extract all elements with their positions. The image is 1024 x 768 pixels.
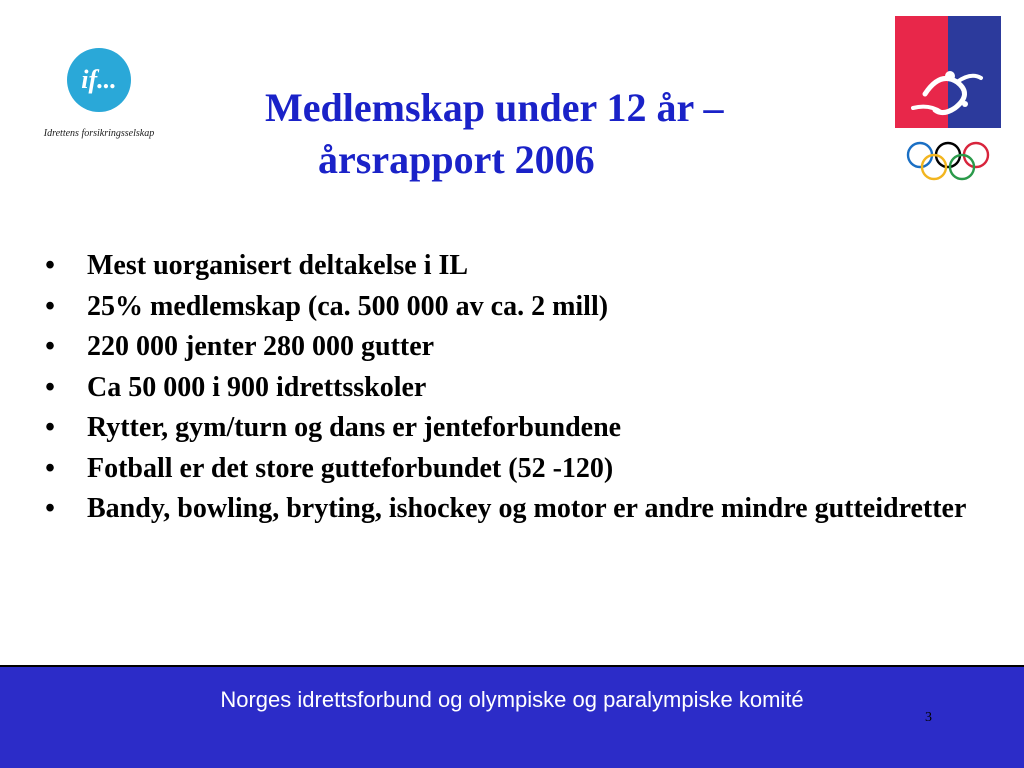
if-logo-tagline: Idrettens forsikringsselskap: [43, 128, 155, 139]
olympic-committee-logo: [895, 16, 1001, 182]
bullet-dot-icon: •: [45, 250, 55, 281]
bullet-dot-icon: •: [45, 331, 55, 362]
bullet-list: [40, 246, 990, 530]
logo-figure-ball: [962, 101, 968, 107]
list-item: • Bandy, bowling, bryting, ishockey og motor er andre mindre gutteidretter: [40, 489, 990, 530]
footer-bar: [0, 665, 1024, 768]
slide-title-line-1: Medlemskap under 12 år –: [265, 85, 724, 130]
bullet-dot-icon: •: [45, 493, 55, 524]
if-logo: [24, 48, 174, 148]
bullet-dot-icon: •: [45, 412, 55, 443]
logo-blue-panel: [948, 16, 1001, 128]
footer-text: Norges idrettsforbund og olympiske og paralympiske komité: [220, 687, 804, 712]
list-item: • Rytter, gym/turn og dans er jenteforbundene: [40, 408, 990, 449]
bullet-dot-icon: •: [45, 290, 55, 322]
bullet-dot-icon: •: [45, 371, 55, 403]
list-item: • 220 000 jenter 280 000 gutter: [40, 327, 990, 368]
bullet-dot-icon: •: [45, 452, 55, 484]
list-item: • Fotball er det store gutteforbundet (52 -120): [40, 449, 990, 490]
if-logo-mark: if...: [67, 48, 131, 112]
list-item: • 25% medlemskap (ca. 500 000 av ca. 2 mill): [40, 287, 990, 328]
page-number: 3: [925, 710, 932, 725]
olympic-rings-icon: [908, 143, 988, 179]
slide-title: [250, 82, 820, 186]
list-item: • Ca 50 000 i 900 idrettsskoler: [40, 368, 990, 409]
slide-title-line-2: årsrapport 2006: [318, 137, 595, 182]
list-item: • Mest uorganisert deltakelse i IL: [40, 246, 990, 287]
